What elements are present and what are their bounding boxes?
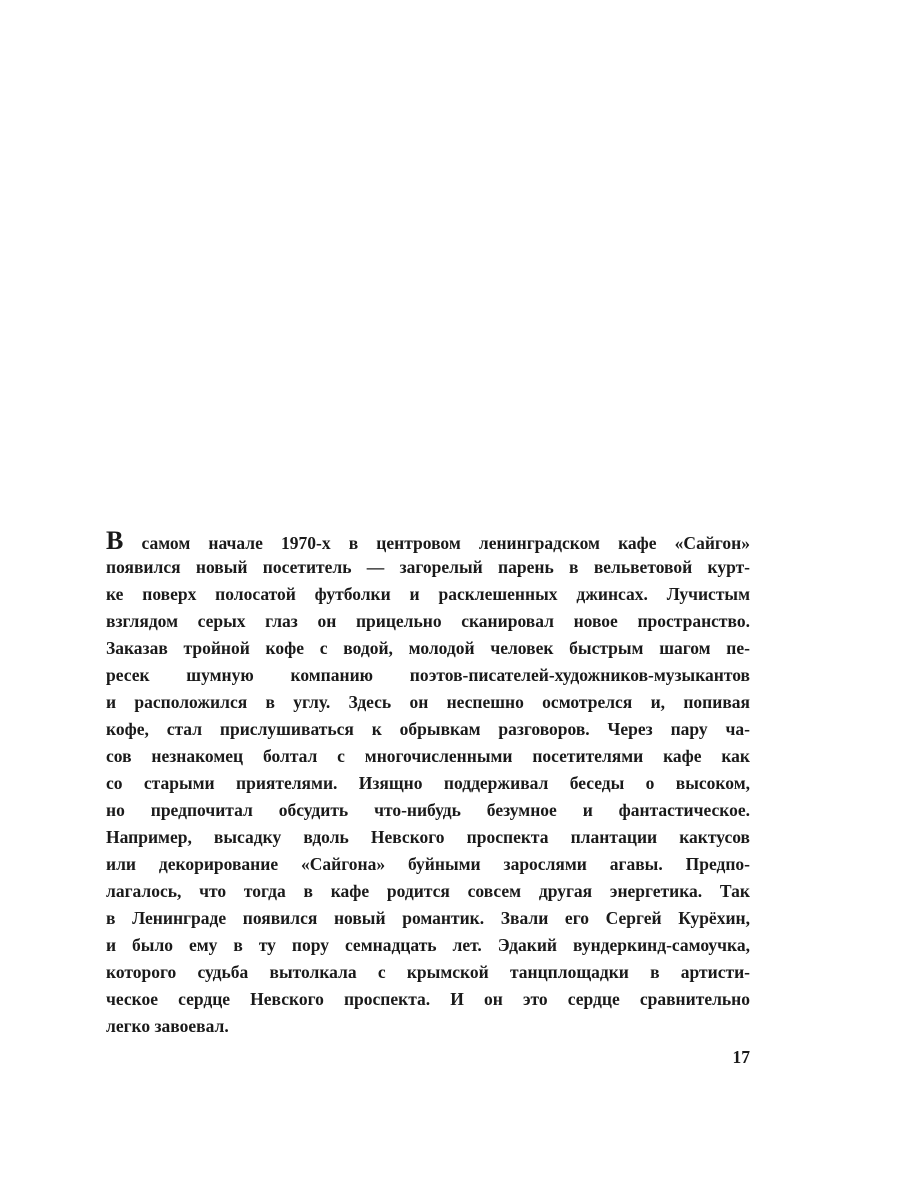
paragraph-line: в Ленинграде появился новый романтик. Звали его Сергей Курёхин, (106, 908, 750, 928)
paragraph-line: лагалось, что тогда в кафе родится совсем другая энергетика. Так (106, 881, 750, 901)
paragraph-line: ресек шумную компанию поэтов-писателей-художников-музыкантов (106, 665, 750, 685)
paragraph-line: сов незнакомец болтал с многочисленными посетителями кафе как (106, 746, 750, 766)
paragraph-line: и расположился в углу. Здесь он неспешно осмотрелся и, попивая (106, 692, 750, 712)
paragraph-line: со старыми приятелями. Изящно поддерживал беседы о высоком, (106, 773, 750, 793)
paragraph-line: ческое сердце Невского проспекта. И он это сердце сравнительно (106, 989, 750, 1009)
paragraph-line: Например, высадку вдоль Невского проспекта плантации кактусов (106, 827, 750, 847)
paragraph-line: взглядом серых глаз он прицельно сканировал новое пространство. (106, 611, 750, 631)
paragraph-line: появился новый посетитель — загорелый парень в вельветовой курт- (106, 557, 750, 577)
paragraph-line: Заказав тройной кофе с водой, молодой человек быстрым шагом пе- (106, 638, 750, 658)
paragraph-line: и было ему в ту пору семнадцать лет. Эдакий вундеркинд-самоучка, (106, 935, 750, 955)
page-number: 17 (732, 1047, 750, 1067)
paragraph-line: ке поверх полосатой футболки и расклешенных джинсах. Лучистым (106, 584, 750, 604)
paragraph-line: легко завоевал. (106, 1016, 229, 1036)
paragraph-line: но предпочитал обсудить что-нибудь безумное и фантастическое. (106, 800, 750, 820)
paragraph-line: которого судьба вытолкала с крымской танцплощадки в артисти- (106, 962, 750, 982)
paragraph-line: или декорирование «Сайгона» буйными зарослями агавы. Предпо- (106, 854, 750, 874)
paragraph (106, 527, 750, 1040)
paragraph-lines (106, 554, 750, 1040)
paragraph-line: кофе, стал прислушиваться к обрывкам разговоров. Через пару ча- (106, 719, 750, 739)
drop-cap-initial: В (106, 527, 124, 554)
first-line-text: самом начале 1970-х в центровом ленинградском кафе «Сайгон» (141, 533, 750, 553)
paragraph-line-first (106, 527, 750, 554)
